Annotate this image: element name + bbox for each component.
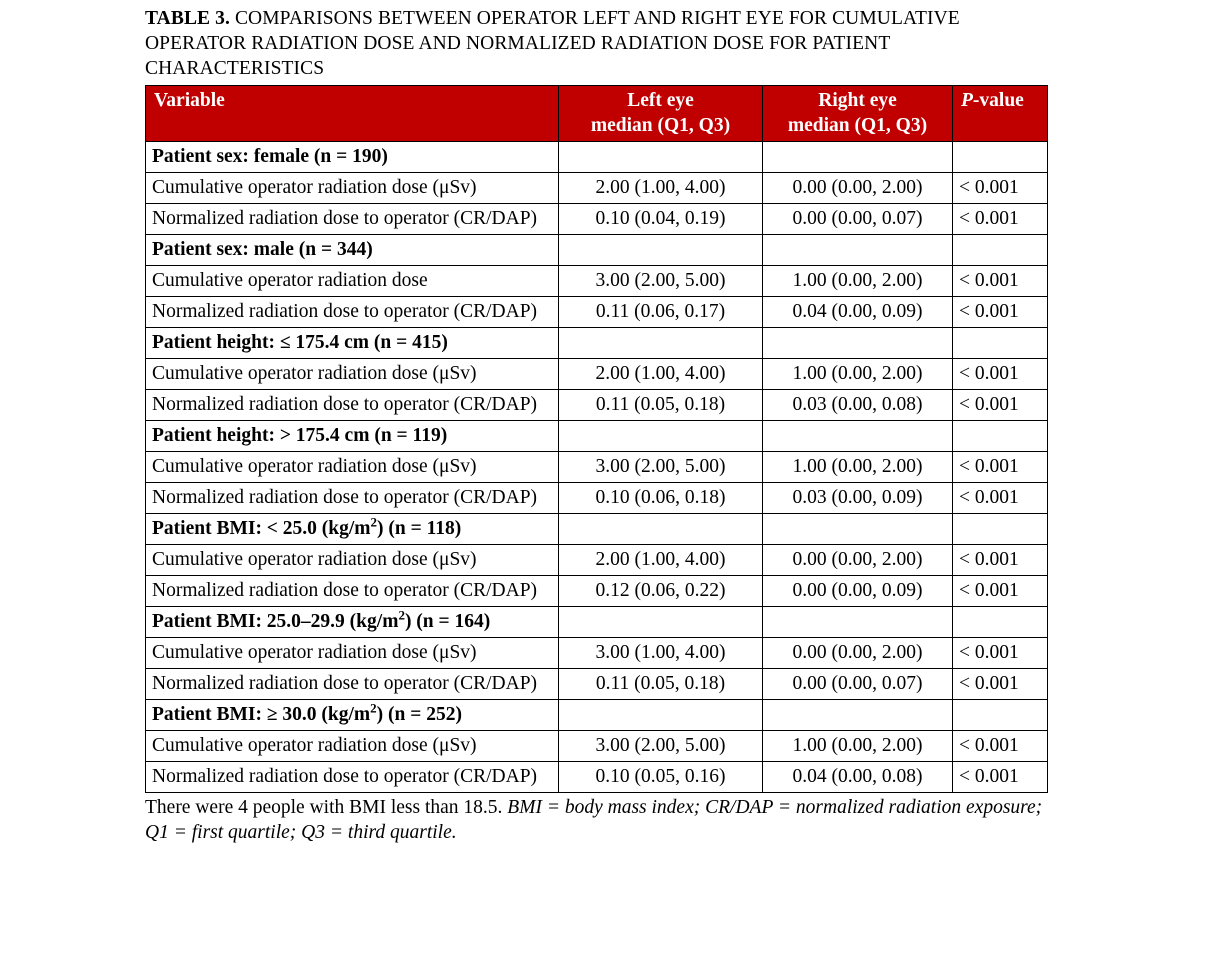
comparison-table: [145, 85, 1048, 793]
cell-variable: Normalized radiation dose to operator (CR/DAP): [146, 576, 559, 607]
cell-left-eye: 0.10 (0.04, 0.19): [559, 204, 763, 235]
cell-pvalue: < 0.001: [953, 359, 1048, 390]
cell-left-eye: 3.00 (1.00, 4.00): [559, 638, 763, 669]
cell-right-eye: [763, 235, 953, 266]
right-eye-line2: median (Q1, Q3): [787, 115, 928, 136]
cell-right-eye: 0.04 (0.00, 0.08): [763, 762, 953, 793]
cell-pvalue: [953, 421, 1048, 452]
cell-left-eye: [559, 328, 763, 359]
left-eye-line1: Left eye: [627, 90, 694, 111]
table-row: [146, 545, 1048, 576]
cell-left-eye: 2.00 (1.00, 4.00): [559, 545, 763, 576]
cell-right-eye: 0.03 (0.00, 0.09): [763, 483, 953, 514]
column-header-left-eye: [559, 86, 763, 142]
cell-pvalue: [953, 514, 1048, 545]
table-group-row: [146, 235, 1048, 266]
cell-right-eye: 0.00 (0.00, 0.07): [763, 669, 953, 700]
column-header-variable: Variable: [146, 86, 559, 142]
column-header-pvalue: [953, 86, 1048, 142]
table-row: [146, 297, 1048, 328]
cell-right-eye: [763, 421, 953, 452]
pvalue-italic: P: [961, 90, 973, 111]
cell-variable: Patient height: > 175.4 cm (n = 119): [146, 421, 559, 452]
cell-pvalue: < 0.001: [953, 731, 1048, 762]
cell-left-eye: 0.11 (0.05, 0.18): [559, 669, 763, 700]
cell-right-eye: 0.00 (0.00, 0.09): [763, 576, 953, 607]
cell-left-eye: [559, 700, 763, 731]
cell-variable: Cumulative operator radiation dose: [146, 266, 559, 297]
cell-right-eye: 1.00 (0.00, 2.00): [763, 359, 953, 390]
cell-left-eye: 3.00 (2.00, 5.00): [559, 452, 763, 483]
table-group-row: [146, 514, 1048, 545]
cell-variable: Normalized radiation dose to operator (CR/DAP): [146, 204, 559, 235]
cell-right-eye: 0.00 (0.00, 2.00): [763, 173, 953, 204]
cell-left-eye: [559, 235, 763, 266]
footnote-italic: BMI = body mass index; CR/DAP = normalized radiation exposure; Q1 = first quartile; Q3 = third quartile.: [145, 797, 1043, 843]
cell-variable: Cumulative operator radiation dose (μSv): [146, 731, 559, 762]
cell-variable: Cumulative operator radiation dose (μSv): [146, 359, 559, 390]
cell-left-eye: 0.12 (0.06, 0.22): [559, 576, 763, 607]
cell-left-eye: [559, 142, 763, 173]
table-row: [146, 390, 1048, 421]
cell-right-eye: 1.00 (0.00, 2.00): [763, 266, 953, 297]
cell-right-eye: [763, 607, 953, 638]
cell-left-eye: [559, 514, 763, 545]
cell-left-eye: [559, 607, 763, 638]
cell-right-eye: 1.00 (0.00, 2.00): [763, 731, 953, 762]
right-eye-line1: Right eye: [818, 90, 897, 111]
cell-variable: Patient BMI: ≥ 30.0 $(kg/m^2) (n = 252)$: [146, 700, 559, 731]
cell-pvalue: < 0.001: [953, 762, 1048, 793]
cell-left-eye: [559, 421, 763, 452]
cell-pvalue: [953, 607, 1048, 638]
table-row: [146, 452, 1048, 483]
table-footnote: [145, 795, 1055, 845]
table-group-row: [146, 328, 1048, 359]
cell-variable: Normalized radiation dose to operator (CR/DAP): [146, 483, 559, 514]
caption-number: TABLE 3.: [145, 8, 230, 29]
table-body: [146, 142, 1048, 793]
cell-right-eye: [763, 514, 953, 545]
cell-pvalue: [953, 142, 1048, 173]
cell-right-eye: 0.00 (0.00, 0.07): [763, 204, 953, 235]
cell-right-eye: 0.04 (0.00, 0.09): [763, 297, 953, 328]
table-row: [146, 762, 1048, 793]
table-row: [146, 669, 1048, 700]
cell-variable: Patient height: ≤ 175.4 cm (n = 415): [146, 328, 559, 359]
cell-variable: Cumulative operator radiation dose (μSv): [146, 545, 559, 576]
cell-variable: Patient sex: male (n = 344): [146, 235, 559, 266]
cell-right-eye: 0.03 (0.00, 0.08): [763, 390, 953, 421]
table-row: [146, 173, 1048, 204]
table-group-row: [146, 700, 1048, 731]
cell-pvalue: < 0.001: [953, 669, 1048, 700]
cell-variable: Cumulative operator radiation dose (μSv): [146, 452, 559, 483]
cell-pvalue: < 0.001: [953, 173, 1048, 204]
cell-pvalue: < 0.001: [953, 266, 1048, 297]
cell-variable: Normalized radiation dose to operator (CR/DAP): [146, 669, 559, 700]
cell-variable: Cumulative operator radiation dose (μSv): [146, 173, 559, 204]
cell-variable: Patient sex: female (n = 190): [146, 142, 559, 173]
table-caption: [145, 6, 1050, 81]
caption-text: COMPARISONS BETWEEN OPERATOR LEFT AND RIGHT EYE FOR CUMULATIVE OPERATOR RADIATION DOSE AND NORMALIZED RADIATION DOSE FOR PATIENT CHARACTERISTICS: [145, 8, 960, 79]
table-row: [146, 638, 1048, 669]
cell-pvalue: < 0.001: [953, 452, 1048, 483]
cell-variable: Normalized radiation dose to operator (CR/DAP): [146, 390, 559, 421]
cell-pvalue: < 0.001: [953, 545, 1048, 576]
pvalue-rest: -value: [972, 90, 1024, 111]
table-group-row: [146, 421, 1048, 452]
cell-variable: Patient BMI: < 25.0 $(kg/m^2) (n = 118)$: [146, 514, 559, 545]
cell-left-eye: 0.11 (0.06, 0.17): [559, 297, 763, 328]
column-header-right-eye: [763, 86, 953, 142]
cell-right-eye: [763, 700, 953, 731]
table-row: [146, 731, 1048, 762]
cell-variable: Cumulative operator radiation dose (μSv): [146, 638, 559, 669]
table-group-row: [146, 142, 1048, 173]
cell-left-eye: 2.00 (1.00, 4.00): [559, 359, 763, 390]
table-row: [146, 359, 1048, 390]
cell-pvalue: < 0.001: [953, 297, 1048, 328]
table-header: [146, 86, 1048, 142]
left-eye-line2: median (Q1, Q3): [590, 115, 731, 136]
table-row: [146, 576, 1048, 607]
table-row: [146, 204, 1048, 235]
cell-left-eye: 2.00 (1.00, 4.00): [559, 173, 763, 204]
cell-left-eye: 3.00 (2.00, 5.00): [559, 266, 763, 297]
cell-pvalue: < 0.001: [953, 638, 1048, 669]
cell-right-eye: [763, 328, 953, 359]
cell-pvalue: [953, 700, 1048, 731]
cell-pvalue: < 0.001: [953, 576, 1048, 607]
cell-left-eye: 0.11 (0.05, 0.18): [559, 390, 763, 421]
cell-right-eye: 1.00 (0.00, 2.00): [763, 452, 953, 483]
cell-left-eye: 0.10 (0.06, 0.18): [559, 483, 763, 514]
cell-right-eye: 0.00 (0.00, 2.00): [763, 638, 953, 669]
cell-left-eye: 0.10 (0.05, 0.16): [559, 762, 763, 793]
cell-pvalue: < 0.001: [953, 204, 1048, 235]
footnote-plain: There were 4 people with BMI less than 18.5.: [145, 797, 508, 818]
cell-right-eye: [763, 142, 953, 173]
cell-pvalue: < 0.001: [953, 483, 1048, 514]
cell-pvalue: [953, 235, 1048, 266]
cell-variable: Normalized radiation dose to operator (CR/DAP): [146, 297, 559, 328]
cell-variable: Patient BMI: 25.0–29.9 $(kg/m^2) (n = 164)$: [146, 607, 559, 638]
table-group-row: [146, 607, 1048, 638]
cell-right-eye: 0.00 (0.00, 2.00): [763, 545, 953, 576]
cell-variable: Normalized radiation dose to operator (CR/DAP): [146, 762, 559, 793]
table-row: [146, 483, 1048, 514]
table-row: [146, 266, 1048, 297]
header-row: [146, 86, 1048, 142]
cell-pvalue: < 0.001: [953, 390, 1048, 421]
cell-pvalue: [953, 328, 1048, 359]
cell-left-eye: 3.00 (2.00, 5.00): [559, 731, 763, 762]
